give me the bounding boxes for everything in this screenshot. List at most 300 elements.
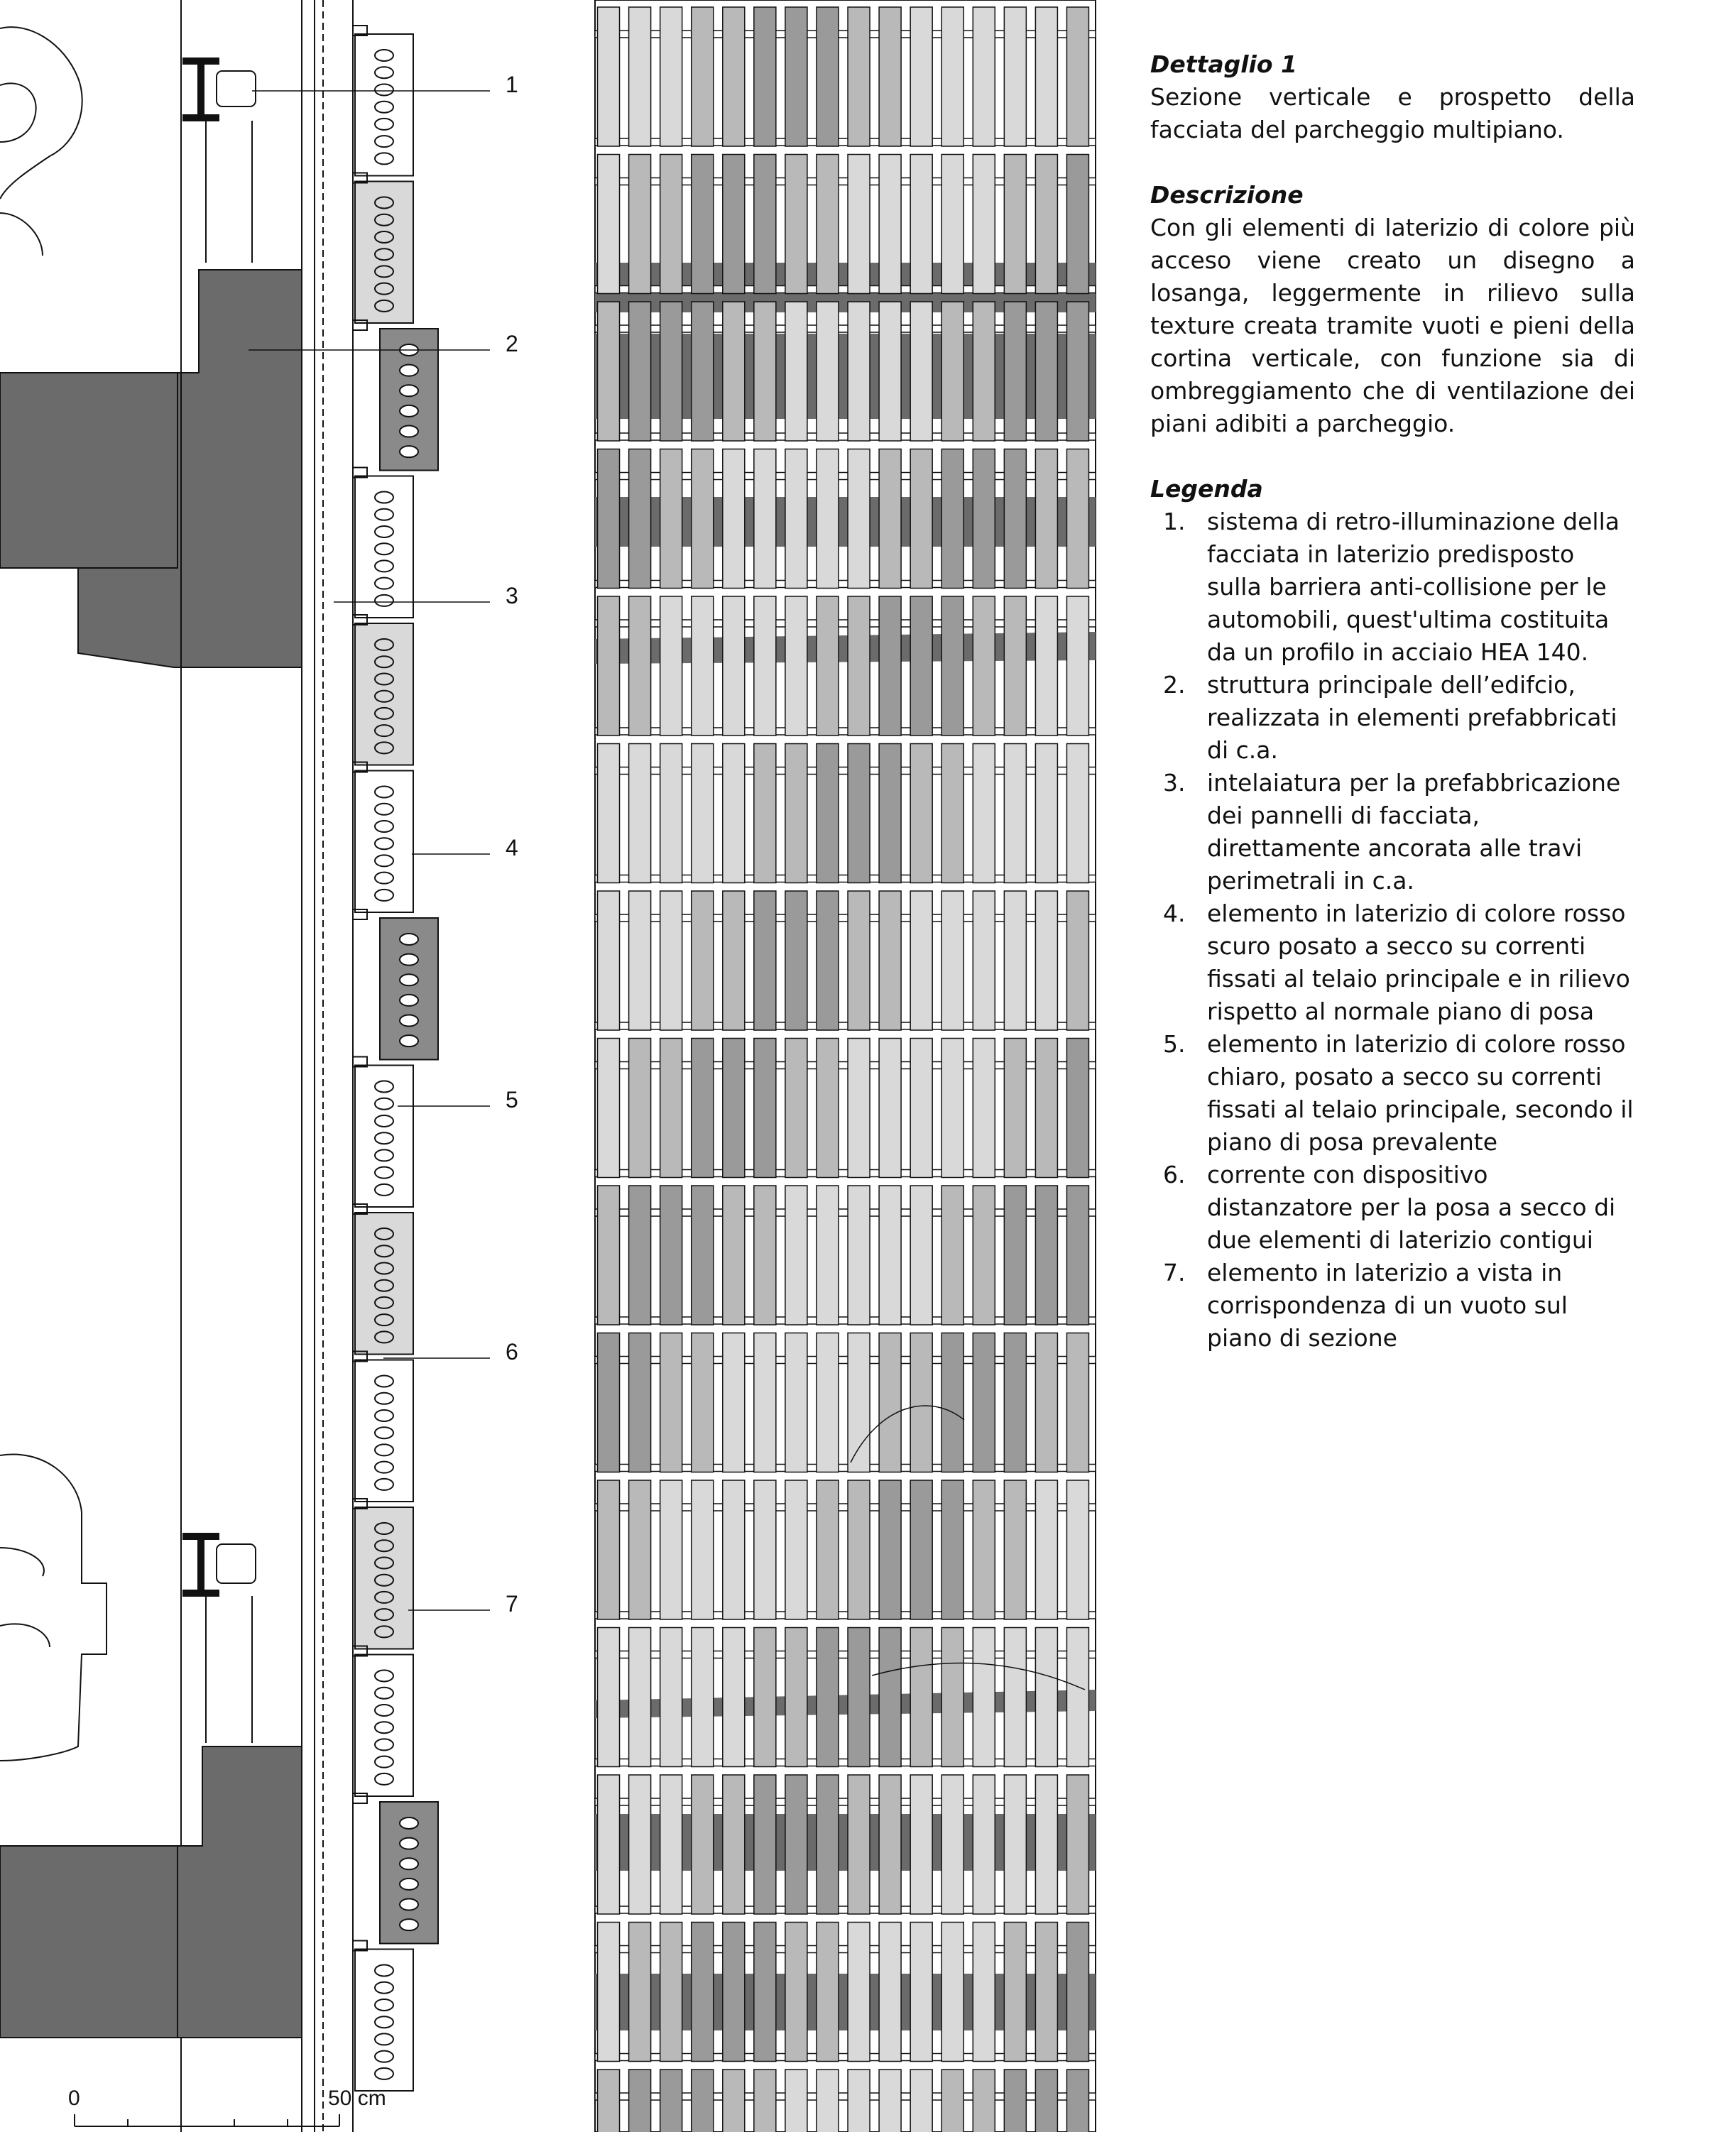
car-sketch-top — [0, 27, 82, 256]
brick — [1004, 7, 1026, 146]
brick — [941, 891, 963, 1030]
floor-slab-top — [0, 373, 178, 568]
brick — [598, 1480, 620, 1619]
brick — [848, 1923, 870, 2062]
brick — [692, 7, 714, 146]
brick — [973, 302, 995, 441]
brick — [692, 1186, 714, 1325]
brick — [817, 7, 839, 146]
brick — [723, 1775, 745, 1914]
brick — [910, 1775, 932, 1914]
brick — [692, 744, 714, 883]
edge-beam-bottom — [178, 1746, 302, 2038]
brick — [817, 2070, 839, 2132]
brick — [785, 1923, 807, 2062]
brick — [1066, 449, 1088, 589]
brick — [879, 449, 901, 589]
brick — [598, 744, 620, 883]
section-brick-unit — [355, 1213, 413, 1355]
brick — [754, 596, 776, 736]
brick — [1066, 1186, 1088, 1325]
brick — [817, 155, 839, 294]
brick — [598, 1186, 620, 1325]
brick — [941, 1480, 963, 1619]
brick — [785, 1628, 807, 1767]
facade-elevation — [595, 0, 1096, 2132]
brick — [754, 7, 776, 146]
brick — [598, 155, 620, 294]
detail-block — [1150, 48, 1635, 146]
brick — [941, 2070, 963, 2132]
brick — [1066, 1480, 1088, 1619]
brick — [879, 596, 901, 736]
legend-block — [1150, 473, 1635, 1355]
brick — [1035, 744, 1057, 883]
brick — [723, 891, 745, 1030]
brick — [660, 449, 682, 589]
brick — [692, 155, 714, 294]
brick — [692, 1333, 714, 1472]
section-brick-unit — [355, 1950, 413, 2092]
brick — [879, 1186, 901, 1325]
brick — [785, 596, 807, 736]
brick — [723, 1186, 745, 1325]
brick — [754, 891, 776, 1030]
brick — [1066, 1923, 1088, 2062]
brick — [723, 2070, 745, 2132]
brick — [723, 1333, 745, 1472]
scale-start-label: 0 — [68, 2087, 80, 2110]
brick — [910, 302, 932, 441]
brick — [692, 449, 714, 589]
brick — [754, 302, 776, 441]
brick — [629, 1333, 651, 1472]
brick — [817, 1186, 839, 1325]
callout-5: 5 — [506, 1087, 518, 1113]
brick — [941, 449, 963, 589]
hea-profile-bottom — [183, 1534, 256, 1743]
legend-item-text: elemento in laterizio di colore rosso scuro posato a secco su correnti fissati al telaio principale e in rilievo rispetto al normale piano di posa — [1207, 900, 1630, 1025]
brick — [848, 1186, 870, 1325]
brick — [910, 1333, 932, 1472]
brick — [598, 1923, 620, 2062]
brick — [660, 744, 682, 883]
callout-1: 1 — [506, 72, 518, 97]
section-brick-unit — [355, 771, 413, 913]
brick — [973, 449, 995, 589]
brick — [848, 302, 870, 441]
brick — [941, 7, 963, 146]
legend-item — [1150, 767, 1635, 897]
brick — [1004, 1333, 1026, 1472]
legend-item — [1150, 1159, 1635, 1257]
scale-bar — [75, 2114, 339, 2126]
description-heading: Descrizione — [1150, 181, 1304, 209]
description-text: Con gli elementi di laterizio di colore più acceso viene creato un disegno a losanga, leggermente in rilievo sulla texture creata tramite vuoti e pieni della cortina verticale, con funzione sia di ombreggiamento che di ventilazione dei piani adibiti a parcheggio. — [1150, 214, 1635, 437]
legend-item-number: 5. — [1163, 1030, 1186, 1058]
brick — [723, 1039, 745, 1178]
brick — [1035, 596, 1057, 736]
brick — [1035, 1923, 1057, 2062]
brick — [1066, 1039, 1088, 1178]
brick — [973, 2070, 995, 2132]
brick — [629, 1775, 651, 1914]
brick — [879, 1039, 901, 1178]
car-sketch-bottom — [0, 1454, 107, 1761]
brick — [1004, 1039, 1026, 1178]
brick — [785, 1039, 807, 1178]
callout-7: 7 — [506, 1591, 518, 1617]
brick — [723, 596, 745, 736]
brick — [629, 449, 651, 589]
brick — [1035, 1333, 1057, 1472]
brick — [1035, 2070, 1057, 2132]
brick — [629, 1480, 651, 1619]
brick — [660, 1775, 682, 1914]
brick — [910, 596, 932, 736]
brick — [879, 1333, 901, 1472]
legend-list — [1150, 505, 1635, 1355]
brick — [785, 302, 807, 441]
brick — [754, 1186, 776, 1325]
brick — [1066, 1775, 1088, 1914]
legend-item-text: sistema di retro-illuminazione della facciata in laterizio predisposto sulla barriera anti-collisione per le automobili, quest'ultima costituita da un profilo in acciaio HEA 140. — [1207, 508, 1620, 666]
brick — [1004, 596, 1026, 736]
brick — [692, 1480, 714, 1619]
section-brick-unit — [355, 182, 413, 324]
brick — [723, 1628, 745, 1767]
brick — [629, 1923, 651, 2062]
detail-title: Dettaglio 1 — [1150, 50, 1297, 78]
section-brick-column — [353, 26, 438, 2091]
brick — [848, 1480, 870, 1619]
brick — [973, 1628, 995, 1767]
brick — [817, 891, 839, 1030]
brick — [848, 1775, 870, 1914]
legend-item-number: 2. — [1163, 671, 1186, 699]
brick — [598, 2070, 620, 2132]
brick — [941, 302, 963, 441]
brick — [817, 1480, 839, 1619]
brick — [598, 1628, 620, 1767]
section-brick-unit — [355, 1655, 413, 1797]
brick — [879, 302, 901, 441]
brick — [973, 155, 995, 294]
brick — [973, 1333, 995, 1472]
brick — [879, 744, 901, 883]
brick — [692, 1039, 714, 1178]
brick — [598, 891, 620, 1030]
brick — [754, 2070, 776, 2132]
brick — [941, 1923, 963, 2062]
brick — [1004, 1628, 1026, 1767]
brick — [817, 596, 839, 736]
brick — [941, 155, 963, 294]
brick — [1035, 7, 1057, 146]
brick — [754, 1333, 776, 1472]
brick — [941, 1039, 963, 1178]
brick — [660, 1923, 682, 2062]
brick — [1035, 1186, 1057, 1325]
brick — [1035, 449, 1057, 589]
brick — [660, 891, 682, 1030]
brick — [910, 744, 932, 883]
brick — [598, 1333, 620, 1472]
floor-slab-bottom — [0, 1846, 178, 2038]
brick — [660, 1628, 682, 1767]
legend-item — [1150, 897, 1635, 1028]
brick — [817, 1333, 839, 1472]
brick — [629, 1186, 651, 1325]
brick — [817, 449, 839, 589]
brick — [941, 1628, 963, 1767]
brick — [629, 155, 651, 294]
brick — [973, 1480, 995, 1619]
legend-item-number: 6. — [1163, 1161, 1186, 1188]
brick — [629, 744, 651, 883]
brick — [598, 449, 620, 589]
callout-3: 3 — [506, 583, 518, 608]
brick — [910, 1186, 932, 1325]
brick — [692, 596, 714, 736]
brick — [910, 1628, 932, 1767]
legend-item-text: corrente con dispositivo distanzatore per la posa a secco di due elementi di laterizio contigui — [1207, 1161, 1616, 1254]
brick — [910, 891, 932, 1030]
brick — [941, 1186, 963, 1325]
brick — [848, 449, 870, 589]
brick — [629, 596, 651, 736]
brick — [941, 1775, 963, 1914]
brick — [1004, 891, 1026, 1030]
brick — [817, 1775, 839, 1914]
brick — [629, 2070, 651, 2132]
scale-end-label: 50 cm — [328, 2087, 386, 2110]
brick — [754, 449, 776, 589]
brick — [973, 7, 995, 146]
legend-item — [1150, 669, 1635, 767]
detail-subtitle: Sezione verticale e prospetto della facciata del parcheggio multipiano. — [1150, 83, 1635, 143]
legend-item-text: struttura principale dell’edifcio, realizzata in elementi prefabbricati di c.a. — [1207, 671, 1617, 764]
brick — [973, 744, 995, 883]
brick — [598, 302, 620, 441]
brick — [817, 1923, 839, 2062]
brick — [879, 1628, 901, 1767]
brick — [660, 7, 682, 146]
brick — [879, 2070, 901, 2132]
brick — [629, 891, 651, 1030]
vertical-section — [0, 0, 353, 2132]
brick — [1066, 7, 1088, 146]
brick — [848, 7, 870, 146]
brick — [598, 1039, 620, 1178]
brick — [785, 1333, 807, 1472]
brick — [879, 891, 901, 1030]
brick — [1004, 1923, 1026, 2062]
brick — [1004, 1186, 1026, 1325]
section-brick-unit — [355, 1507, 413, 1649]
brick — [1035, 302, 1057, 441]
brick — [785, 7, 807, 146]
brick — [1066, 155, 1088, 294]
brick — [1066, 302, 1088, 441]
brick — [910, 1923, 932, 2062]
brick — [848, 2070, 870, 2132]
hea-profile-top — [183, 58, 256, 263]
legend-heading: Legenda — [1150, 475, 1263, 503]
brick — [785, 449, 807, 589]
brick — [660, 1186, 682, 1325]
callout-numbers — [506, 72, 518, 1617]
brick — [785, 1480, 807, 1619]
brick — [785, 1775, 807, 1914]
brick — [817, 1628, 839, 1767]
legend-item — [1150, 505, 1635, 669]
text-panel — [1150, 48, 1635, 1387]
brick — [754, 1923, 776, 2062]
brick — [1066, 1628, 1088, 1767]
brick — [910, 449, 932, 589]
legend-item-number: 3. — [1163, 769, 1186, 797]
legend-item-text: elemento in laterizio a vista in corrispondenza di un vuoto sul piano di sezione — [1207, 1259, 1568, 1352]
brick — [1066, 2070, 1088, 2132]
brick — [910, 155, 932, 294]
brick — [848, 596, 870, 736]
brick — [1035, 155, 1057, 294]
legend-item-text: intelaiatura per la prefabbricazione dei pannelli di facciata, direttamente ancorata alle travi perimetrali in c.a. — [1207, 769, 1621, 895]
brick — [785, 744, 807, 883]
brick — [692, 1775, 714, 1914]
brick — [754, 1039, 776, 1178]
brick — [660, 1480, 682, 1619]
brick — [723, 1923, 745, 2062]
brick — [910, 2070, 932, 2132]
brick — [1004, 155, 1026, 294]
brick — [848, 1628, 870, 1767]
brick — [660, 155, 682, 294]
brick — [785, 891, 807, 1030]
brick — [941, 596, 963, 736]
brick — [1066, 596, 1088, 736]
brick — [723, 7, 745, 146]
brick — [879, 7, 901, 146]
section-brick-unit — [380, 918, 438, 1060]
section-brick-unit — [355, 623, 413, 765]
section-brick-unit — [355, 476, 413, 618]
brick — [910, 7, 932, 146]
legend-item-number: 1. — [1163, 508, 1186, 535]
brick — [660, 596, 682, 736]
section-brick-unit — [355, 1360, 413, 1502]
brick — [660, 2070, 682, 2132]
brick — [598, 1775, 620, 1914]
brick — [817, 1039, 839, 1178]
brick — [848, 744, 870, 883]
brick — [879, 1775, 901, 1914]
brick — [879, 155, 901, 294]
brick — [629, 302, 651, 441]
brick — [1035, 1628, 1057, 1767]
brick — [660, 1333, 682, 1472]
brick — [973, 1186, 995, 1325]
brick — [973, 1039, 995, 1178]
brick — [785, 155, 807, 294]
brick — [973, 1923, 995, 2062]
brick — [848, 1039, 870, 1178]
brick — [1004, 449, 1026, 589]
brick — [941, 1333, 963, 1472]
brick — [598, 7, 620, 146]
brick — [754, 744, 776, 883]
brick — [692, 1923, 714, 2062]
brick — [660, 302, 682, 441]
legend-item-text: elemento in laterizio di colore rosso chiaro, posato a secco su correnti fissati al telaio principale, secondo il piano di posa prevalente — [1207, 1030, 1634, 1156]
brick — [692, 1628, 714, 1767]
brick — [692, 302, 714, 441]
brick — [754, 1775, 776, 1914]
brick — [692, 2070, 714, 2132]
brick — [723, 1480, 745, 1619]
brick — [879, 1923, 901, 2062]
brick — [1066, 744, 1088, 883]
brick — [1035, 1480, 1057, 1619]
brick — [1004, 744, 1026, 883]
brick — [598, 596, 620, 736]
brick — [723, 744, 745, 883]
brick — [629, 1039, 651, 1178]
section-brick-unit — [380, 1802, 438, 1944]
brick — [660, 1039, 682, 1178]
brick — [1004, 2070, 1026, 2132]
brick — [973, 891, 995, 1030]
brick — [723, 302, 745, 441]
brick — [723, 449, 745, 589]
brick — [1035, 1039, 1057, 1178]
callout-2: 2 — [506, 331, 518, 356]
description-block — [1150, 179, 1635, 440]
callout-6: 6 — [506, 1339, 518, 1365]
brick — [817, 744, 839, 883]
brick — [817, 302, 839, 441]
brick — [1035, 891, 1057, 1030]
brick — [629, 1628, 651, 1767]
brick — [879, 1480, 901, 1619]
brick — [629, 7, 651, 146]
brick — [754, 1628, 776, 1767]
brick — [1066, 891, 1088, 1030]
legend-item — [1150, 1257, 1635, 1355]
brick — [1004, 1775, 1026, 1914]
brick — [754, 1480, 776, 1619]
brick — [973, 596, 995, 736]
brick — [973, 1775, 995, 1914]
brick — [785, 1186, 807, 1325]
callout-4: 4 — [506, 835, 518, 860]
brick — [754, 155, 776, 294]
brick — [1004, 1480, 1026, 1619]
legend-item-number: 4. — [1163, 900, 1186, 927]
brick — [785, 2070, 807, 2132]
brick — [848, 891, 870, 1030]
brick — [941, 744, 963, 883]
brick — [910, 1039, 932, 1178]
brick — [692, 891, 714, 1030]
brick — [1004, 302, 1026, 441]
brick — [1035, 1775, 1057, 1914]
legend-item — [1150, 1028, 1635, 1159]
brick — [910, 1480, 932, 1619]
brick — [848, 1333, 870, 1472]
brick — [848, 155, 870, 294]
